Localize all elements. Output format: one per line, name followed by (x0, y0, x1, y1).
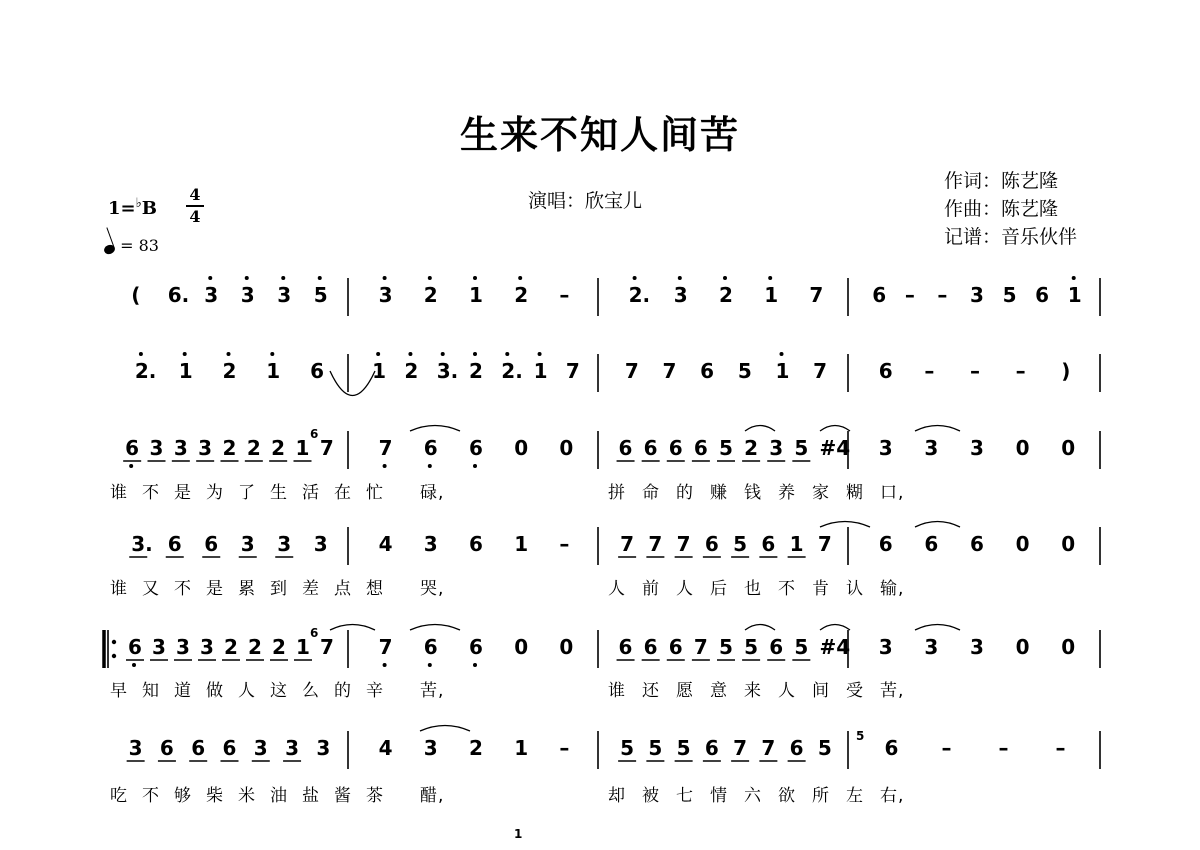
high-octave-dot (780, 352, 784, 356)
note: 3 (924, 635, 939, 659)
high-octave-dot (183, 352, 187, 356)
note: 3 (316, 736, 331, 760)
note: 2 (222, 436, 237, 460)
note: 1 (296, 635, 310, 659)
high-octave-dot (473, 276, 477, 280)
note: 1 (514, 736, 529, 760)
note: 6 (167, 532, 182, 556)
note: 5 (744, 635, 759, 659)
note: 6 (878, 359, 893, 383)
notation-credit: 记谱：音乐伙伴 (944, 226, 1078, 248)
lyric-char: 是 (206, 579, 224, 599)
note: 7 (817, 532, 832, 556)
note: 7 (676, 532, 691, 556)
note: 3 (769, 436, 784, 460)
note: 5 (648, 736, 663, 760)
note: 5 (794, 635, 809, 659)
grace-note: 5 (856, 729, 865, 743)
lyric-char: 在 (334, 483, 352, 503)
note: 2. (628, 283, 651, 307)
high-octave-dot (376, 352, 380, 356)
note: 2 (246, 436, 261, 460)
note: 3 (970, 436, 984, 460)
note: 5 (737, 359, 752, 383)
note: 1 (533, 359, 548, 383)
slur-arc (915, 625, 960, 631)
note: 7 (565, 359, 580, 383)
lyric-char: 家 (812, 483, 830, 503)
note: 3 (200, 635, 214, 659)
note: 3 (149, 436, 164, 460)
lyric-char: 情 (710, 786, 728, 806)
note: 6 (125, 436, 140, 460)
note: 6 (668, 436, 683, 460)
note: 6 (761, 532, 776, 556)
key-note: B (141, 198, 157, 219)
lyric-char: 赚 (710, 483, 728, 503)
lyric-char: 糊 (846, 483, 864, 503)
lyric-char: 道 (174, 681, 192, 701)
note: 5 (719, 436, 733, 460)
lyric-char: 忙 (366, 483, 384, 503)
note: 1 (1067, 283, 1082, 307)
low-octave-dot (383, 663, 387, 667)
note: 6 (128, 635, 142, 659)
note: 7 (319, 436, 334, 460)
note: 2 (222, 359, 237, 383)
note: 7 (693, 635, 708, 659)
note: 3 (204, 283, 219, 307)
lyric-char: 的 (676, 483, 694, 503)
note: 6 (704, 736, 719, 760)
lyric-char: 这 (270, 681, 288, 701)
low-octave-dot (129, 464, 133, 468)
lyric-char: 人 (778, 681, 796, 701)
lyric-char: 肯 (812, 579, 830, 599)
note: 3. (131, 532, 153, 556)
note: – (559, 283, 570, 307)
note: 2 (404, 359, 419, 383)
lyric-char: 右, (880, 786, 905, 806)
high-octave-dot (208, 276, 212, 280)
note: #4 (819, 635, 851, 659)
note: 3 (313, 532, 328, 556)
lyric-char: 生 (270, 483, 288, 503)
high-octave-dot (383, 276, 387, 280)
note: 3 (173, 436, 188, 460)
low-octave-dot (473, 464, 477, 468)
lyric-char: 也 (744, 579, 762, 599)
high-octave-dot (505, 352, 509, 356)
lyric-char: 拼 (608, 483, 626, 503)
note: 3 (152, 635, 166, 659)
note: 0 (559, 635, 574, 659)
high-octave-dot (281, 276, 285, 280)
note: 5 (313, 283, 328, 307)
note: 0 (559, 436, 574, 460)
note: – (559, 532, 570, 556)
lyric-char: 间 (812, 681, 830, 701)
lyric-char: 知 (142, 681, 160, 701)
slur-arc (330, 371, 375, 396)
lyric-char: 命 (642, 483, 660, 503)
note: 2 (469, 736, 483, 760)
slur-arc (915, 426, 960, 432)
lyric-char: 认 (846, 579, 864, 599)
lyric-char: 谁 (110, 579, 128, 599)
low-octave-dot (473, 663, 477, 667)
note: 6 (884, 736, 899, 760)
note: 2 (744, 436, 759, 460)
lyric-char: 的 (334, 681, 352, 701)
slur-arc (745, 426, 775, 432)
note: 6 (469, 532, 483, 556)
note: 2 (248, 635, 262, 659)
lyric-char: 哭, (420, 579, 445, 599)
singer-credit: 演唱：欣宝儿 (528, 190, 643, 212)
note: 6 (789, 736, 804, 760)
lyric-char: 又 (142, 579, 160, 599)
note: 3 (924, 436, 939, 460)
lyric-char: 谁 (608, 681, 626, 701)
high-octave-dot (139, 352, 143, 356)
high-octave-dot (408, 352, 412, 356)
repeat-dot (112, 654, 116, 658)
note: 6 (159, 736, 174, 760)
note: 0 (1015, 635, 1030, 659)
lyric-char: 碌, (420, 483, 445, 503)
note: 6 (423, 436, 438, 460)
note: 6 (191, 736, 206, 760)
lyric-char: 油 (270, 786, 288, 806)
note: – (904, 283, 915, 307)
note: 1 (178, 359, 193, 383)
note: 3 (970, 635, 984, 659)
repeat-dot (112, 640, 116, 644)
lyric-char: 是 (174, 483, 192, 503)
lyric-char: 却 (608, 786, 626, 806)
note: 5 (794, 436, 809, 460)
lyric-char: 活 (302, 483, 320, 503)
high-octave-dot (428, 276, 432, 280)
lyric-char: 前 (642, 579, 660, 599)
note: 7 (620, 532, 635, 556)
note: 3 (176, 635, 190, 659)
high-octave-dot (473, 352, 477, 356)
lyric-char: 口, (880, 483, 905, 503)
lyric-char: 够 (174, 786, 192, 806)
note: 1 (514, 532, 529, 556)
high-octave-dot (723, 276, 727, 280)
lyric-char: 辛 (366, 681, 384, 701)
note: 5 (817, 736, 832, 760)
note: – (1055, 736, 1066, 760)
high-octave-dot (518, 276, 522, 280)
note: 6 (704, 532, 719, 556)
note: 3. (436, 359, 459, 383)
lyric-char: 被 (642, 786, 660, 806)
slur-arc (820, 426, 850, 432)
note: 7 (809, 283, 824, 307)
time-bottom: 4 (189, 207, 201, 226)
high-octave-dot (768, 276, 772, 280)
note: 6 (469, 436, 483, 460)
note: – (937, 283, 948, 307)
high-octave-dot (245, 276, 249, 280)
lyric-char: 不 (778, 579, 796, 599)
lyric-char: 人 (676, 579, 694, 599)
note: 3 (878, 635, 893, 659)
lyric-char: 柴 (206, 786, 224, 806)
note: 2 (224, 635, 238, 659)
lyric-char: 受 (846, 681, 864, 701)
note: 6 (618, 436, 633, 460)
note: 3 (128, 736, 143, 760)
note: 6 (222, 736, 237, 760)
note: 3 (285, 736, 299, 760)
lyric-char: 点 (334, 579, 352, 599)
lyric-char: 不 (142, 483, 160, 503)
note: 2 (271, 436, 286, 460)
note: 6 (310, 359, 325, 383)
note: 5 (719, 635, 733, 659)
note: – (924, 359, 935, 383)
note: 1 (775, 359, 790, 383)
lyric-char: 盐 (302, 786, 320, 806)
note: 6 (878, 532, 893, 556)
tempo-value: = 83 (120, 236, 159, 255)
lyricist-credit: 作词：陈艺隆 (944, 170, 1059, 192)
lyric-char: 早 (110, 681, 128, 701)
note: – (941, 736, 952, 760)
note: 2 (423, 283, 438, 307)
note: – (1015, 359, 1026, 383)
note: 6 (872, 283, 887, 307)
grace-note: 6 (310, 626, 319, 640)
note: 6 (970, 532, 984, 556)
grace-note: 1 (514, 827, 523, 841)
note: 3 (277, 532, 292, 556)
lyric-char: 所 (812, 786, 830, 806)
note: 2 (469, 359, 483, 383)
flat-symbol: ♭ (135, 196, 142, 211)
note: 3 (423, 736, 438, 760)
note: 6 (618, 635, 633, 659)
lyric-char: 想 (366, 579, 384, 599)
slur-arc (330, 625, 375, 631)
note: 0 (1061, 635, 1076, 659)
note: ( (131, 283, 141, 307)
note: #4 (819, 436, 851, 460)
lyric-char: 后 (710, 579, 728, 599)
lyric-char: 输, (880, 579, 905, 599)
note: 0 (514, 635, 529, 659)
note: 5 (733, 532, 748, 556)
lyric-char: 为 (206, 483, 224, 503)
note: 6 (469, 635, 483, 659)
lyric-char: 不 (174, 579, 192, 599)
time-top: 4 (189, 185, 201, 204)
note: 6 (693, 436, 708, 460)
lyric-char: 茶 (366, 786, 384, 806)
lyric-char: 人 (238, 681, 256, 701)
note: 3 (970, 283, 984, 307)
lyric-char: 苦, (880, 681, 905, 701)
note: – (559, 736, 570, 760)
slur-arc (420, 726, 470, 732)
note: 2 (719, 283, 733, 307)
note: 1 (764, 283, 779, 307)
note: 6 (204, 532, 219, 556)
lyric-char: 累 (238, 579, 256, 599)
lyric-char: 六 (744, 786, 762, 806)
note: 3 (240, 532, 255, 556)
note: 6. (167, 283, 190, 307)
high-octave-dot (538, 352, 542, 356)
note: 0 (1061, 436, 1076, 460)
note: 6 (700, 359, 715, 383)
note: 4 (378, 532, 393, 556)
note: 3 (253, 736, 268, 760)
note: 7 (624, 359, 639, 383)
note: 7 (378, 436, 393, 460)
high-octave-dot (633, 276, 637, 280)
note: 5 (620, 736, 635, 760)
note: 3 (198, 436, 213, 460)
note: 7 (662, 359, 677, 383)
lyric-char: 欲 (778, 786, 796, 806)
note: 3 (423, 532, 438, 556)
slur-arc (820, 625, 850, 631)
lyric-char: 了 (238, 483, 256, 503)
low-octave-dot (428, 663, 432, 667)
note: ) (1061, 359, 1071, 383)
lyric-char: 苦, (420, 681, 445, 701)
low-octave-dot (428, 464, 432, 468)
note: 7 (813, 359, 828, 383)
slur-arc (820, 522, 870, 528)
lyric-char: 钱 (744, 483, 762, 503)
note: 6 (668, 635, 683, 659)
note: 1 (469, 283, 483, 307)
note: 6 (643, 436, 658, 460)
lyric-char: 到 (270, 579, 288, 599)
note: 3 (878, 436, 893, 460)
note: 3 (277, 283, 292, 307)
lyric-char: 养 (778, 483, 796, 503)
key-prefix: 1= (108, 198, 136, 219)
note: 7 (761, 736, 776, 760)
note: 4 (378, 736, 393, 760)
slur-arc (410, 426, 460, 432)
slur-arc (745, 625, 775, 631)
note: 6 (643, 635, 658, 659)
note: 7 (378, 635, 393, 659)
note: – (998, 736, 1009, 760)
note: 1 (266, 359, 281, 383)
high-octave-dot (441, 352, 445, 356)
lyric-char: 酱 (334, 786, 352, 806)
high-octave-dot (227, 352, 231, 356)
lyric-char: 意 (710, 681, 728, 701)
lyric-char: 做 (206, 681, 224, 701)
note: 7 (733, 736, 748, 760)
lyric-char: 来 (744, 681, 762, 701)
low-octave-dot (383, 464, 387, 468)
note: 6 (423, 635, 438, 659)
high-octave-dot (678, 276, 682, 280)
grace-note: 6 (310, 427, 319, 441)
high-octave-dot (1072, 276, 1076, 280)
note: 0 (1061, 532, 1076, 556)
note: 5 (1002, 283, 1017, 307)
note: 2 (272, 635, 286, 659)
note: 6 (1035, 283, 1050, 307)
note: 0 (514, 436, 529, 460)
note: 7 (320, 635, 334, 659)
note: 1 (372, 359, 387, 383)
song-title: 生来不知人间苦 (459, 113, 740, 157)
lyric-char: 吃 (110, 786, 128, 806)
note: 2. (501, 359, 523, 383)
high-octave-dot (318, 276, 322, 280)
note: 3 (378, 283, 393, 307)
note: 0 (1015, 532, 1030, 556)
lyric-char: 么 (302, 681, 320, 701)
lyric-char: 醋, (420, 786, 445, 806)
lyric-char: 米 (238, 786, 256, 806)
note: 3 (673, 283, 688, 307)
note: 1 (295, 436, 310, 460)
slur-arc (410, 625, 460, 631)
slur-arc (915, 522, 960, 528)
note: 1 (789, 532, 804, 556)
lyric-char: 还 (642, 681, 660, 701)
lyric-char: 左 (846, 786, 864, 806)
note: 7 (648, 532, 663, 556)
composer-credit: 作曲：陈艺隆 (944, 198, 1059, 220)
lyric-char: 谁 (110, 483, 128, 503)
lyric-char: 不 (142, 786, 160, 806)
note: 0 (1015, 436, 1030, 460)
lyric-char: 七 (676, 786, 694, 806)
lyric-char: 人 (608, 579, 626, 599)
note: 5 (676, 736, 691, 760)
lyric-char: 差 (302, 579, 320, 599)
note: 2. (134, 359, 157, 383)
note: 6 (924, 532, 939, 556)
note: 6 (769, 635, 784, 659)
low-octave-dot (132, 663, 136, 667)
note: 2 (514, 283, 529, 307)
lyric-char: 愿 (676, 681, 694, 701)
note: 3 (240, 283, 255, 307)
note: – (970, 359, 980, 383)
high-octave-dot (270, 352, 274, 356)
